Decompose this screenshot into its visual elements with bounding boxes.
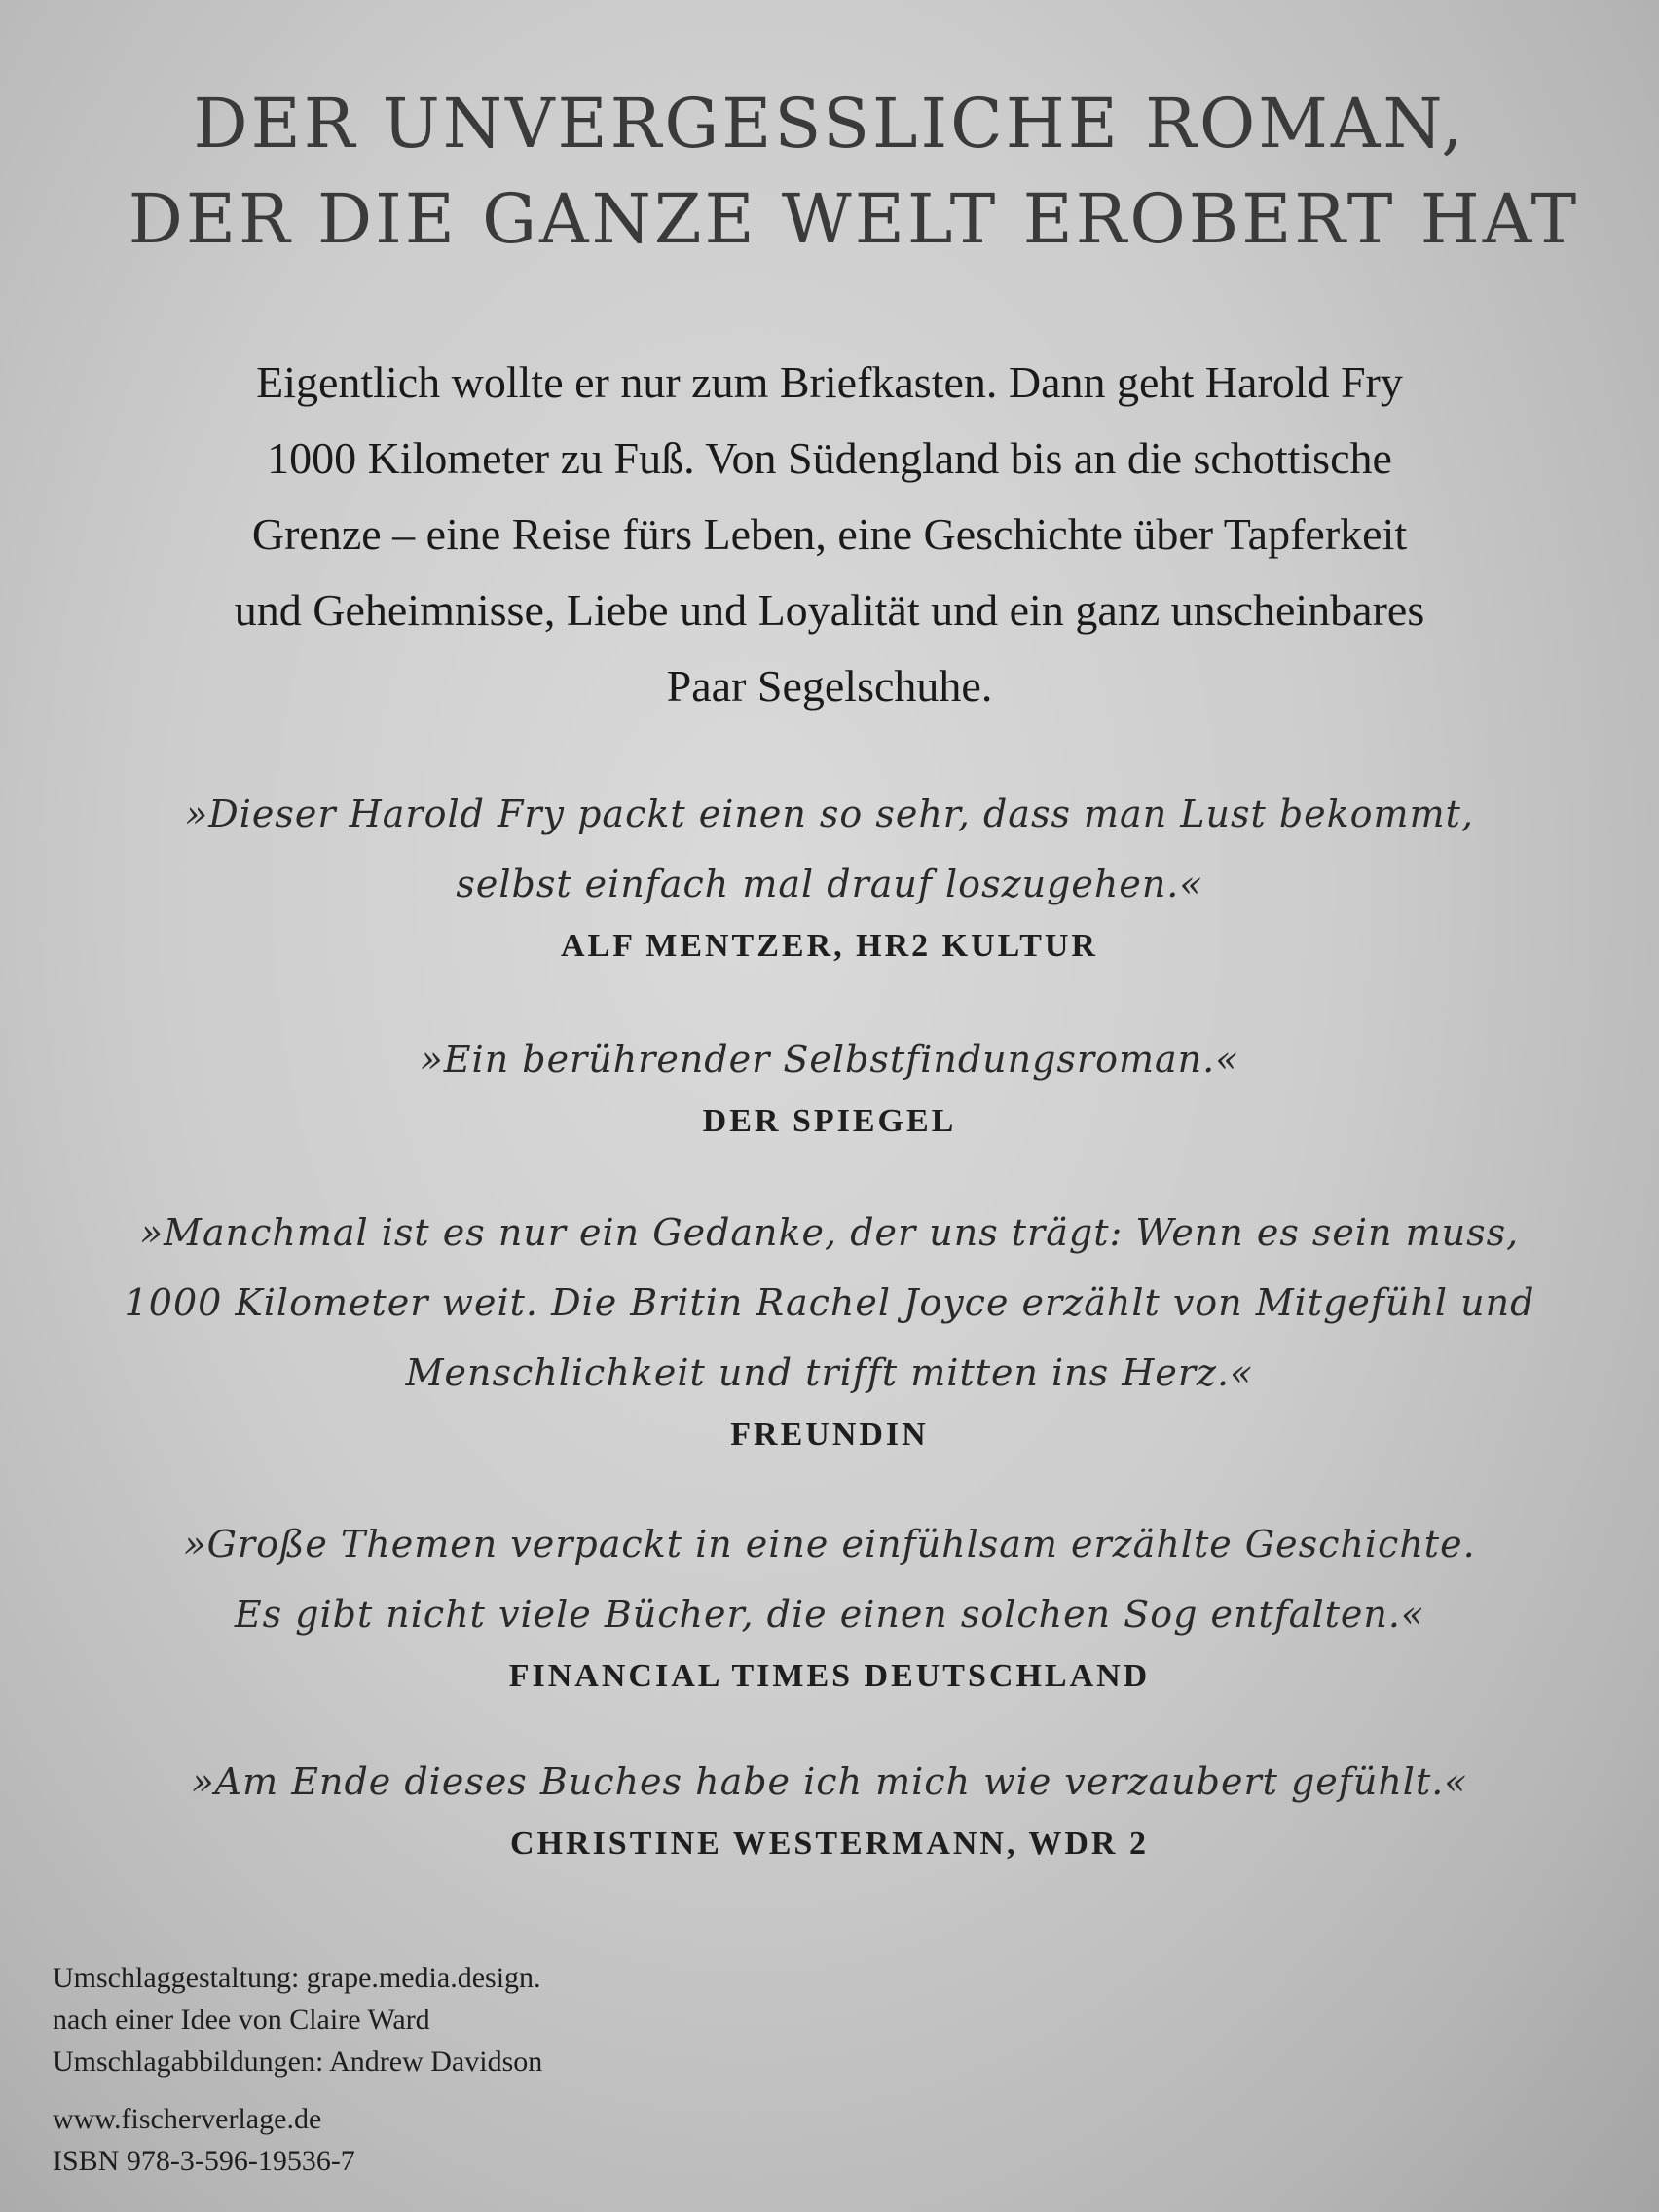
- blurb-line: und Geheimnisse, Liebe und Loyalität und ein ganz unscheinbares: [234, 585, 1425, 635]
- blurb: [78, 345, 1581, 724]
- review-quote: [58, 1198, 1601, 1408]
- headline-line-1: DER UNVERGESSLICHE ROMAN,: [193, 84, 1466, 164]
- review-source: DER SPIEGEL: [702, 1103, 957, 1139]
- review-source: CHRISTINE WESTERMANN, WDR 2: [510, 1825, 1149, 1862]
- blurb-line: Grenze – eine Reise fürs Leben, eine Geschichte über Tapferkeit: [251, 509, 1408, 559]
- review-item: [58, 1747, 1601, 1863]
- quote-line: »Dieser Harold Fry packt einen so sehr, dass man Lust bekommt,: [185, 793, 1474, 835]
- cover-design-credit: Umschlaggestaltung: grape.media.design.: [53, 1962, 541, 1994]
- publisher-credits: [53, 1957, 542, 2182]
- publisher-website: www.fischerverlage.de: [53, 2103, 322, 2135]
- headline-line-2: DER DIE GANZE WELT EROBERT HAT: [128, 179, 1580, 259]
- quote-line: Menschlichkeit und trifft mitten ins Herz.«: [405, 1351, 1254, 1394]
- review-quote: [58, 1747, 1601, 1817]
- quote-line: »Ein berührender Selbstfindungsroman.«: [420, 1038, 1239, 1081]
- review-quote: [58, 1024, 1601, 1094]
- review-item: [58, 779, 1601, 974]
- quote-line: selbst einfach mal drauf loszugehen.«: [456, 863, 1203, 905]
- headline: [0, 76, 1659, 267]
- cover-images-credit: Umschlagabbildungen: Andrew Davidson: [53, 2046, 543, 2078]
- blurb-line: Paar Segelschuhe.: [666, 661, 993, 711]
- review-source: ALF MENTZER, HR2 KULTUR: [561, 928, 1098, 964]
- quote-line: Es gibt nicht viele Bücher, die einen solchen Sog entfalten.«: [234, 1593, 1425, 1636]
- blurb-line: 1000 Kilometer zu Fuß. Von Südengland bis an die schottische: [267, 433, 1392, 483]
- review-quotes: [58, 779, 1601, 1863]
- quote-line: »Manchmal ist es nur ein Gedanke, der uns trägt: Wenn es sein muss,: [139, 1211, 1520, 1254]
- review-quote: [58, 779, 1601, 919]
- review-item: [58, 1198, 1601, 1458]
- isbn: ISBN 978-3-596-19536-7: [53, 2145, 355, 2177]
- idea-credit: nach einer Idee von Claire Ward: [53, 2004, 430, 2036]
- quote-line: »Große Themen verpackt in eine einfühlsam erzählte Geschichte.: [183, 1523, 1476, 1566]
- review-item: [58, 1509, 1601, 1696]
- quote-line: 1000 Kilometer weit. Die Britin Rachel Joyce erzählt von Mitgefühl und: [124, 1281, 1535, 1324]
- review-source: FREUNDIN: [730, 1417, 929, 1453]
- quote-line: »Am Ende dieses Buches habe ich mich wie verzaubert gefühlt.«: [191, 1760, 1468, 1803]
- review-item: [58, 1024, 1601, 1139]
- blurb-line: Eigentlich wollte er nur zum Briefkasten. Dann geht Harold Fry: [256, 357, 1403, 407]
- review-source: FINANCIAL TIMES DEUTSCHLAND: [508, 1658, 1151, 1694]
- review-quote: [58, 1509, 1601, 1649]
